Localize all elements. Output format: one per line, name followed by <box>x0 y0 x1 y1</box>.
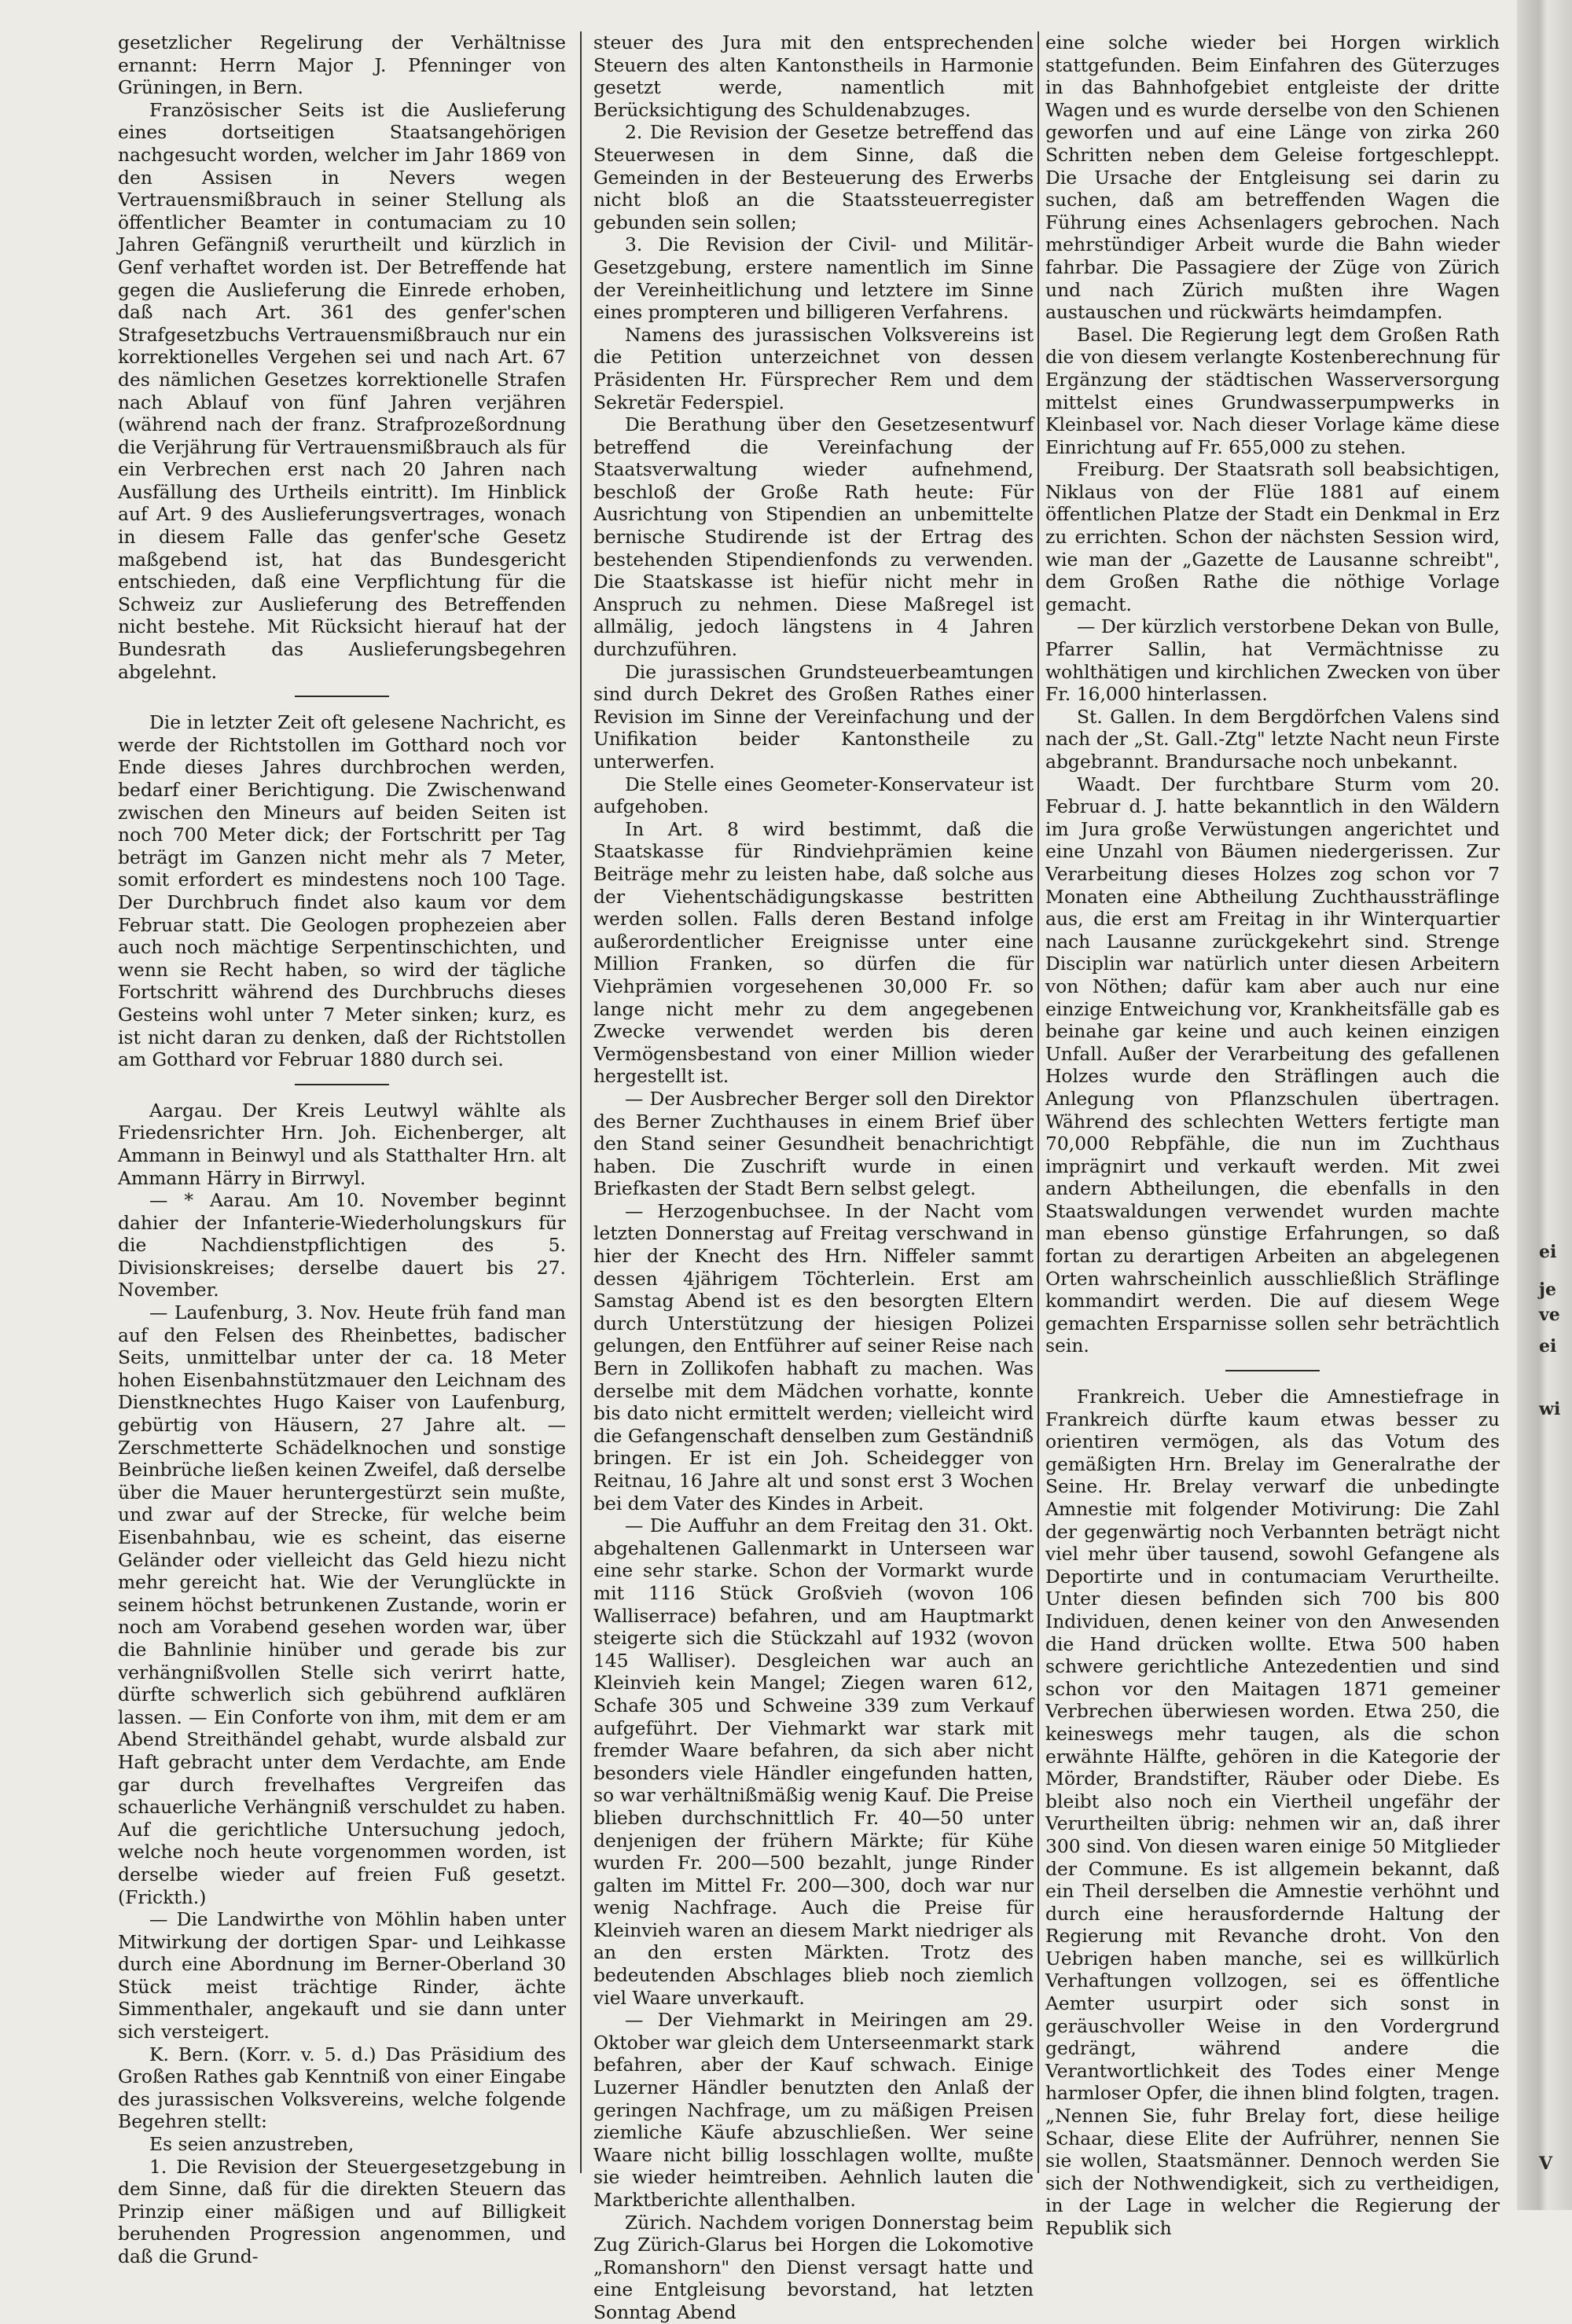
edge-fragment: ei <box>1539 1336 1557 1357</box>
article-paragraph: — Laufenburg, 3. Nov. Heute früh fand man auf den Felsen des Rheinbettes, badischer Seits, unmittelbar unter der ca. 18 Meter hohen Eisenbahnstützmauer den Leichnam des Dienstknechtes Hugo Kaiser von Laufenburg, gebürtig von Häusern, 27 Jahre alt. — Zerschmetterte Schädelknochen und sonstige Beinbrüche ließen keinen Zweifel, daß derselbe über die Mauer heruntergestürzt sein mußte, und zwar auf der Strecke, für welche beim Eisenbahnbau, wie es scheint, das eiserne Geländer oder vielleicht das Geld hiezu nicht mehr gereicht hat. Wie der Verunglückte in seinem höchst betrunkenen Zustande, worin er noch am Vorabend gesehen worden war, über die Bahnlinie hinüber und gerade bis zur verhängnißvollen Stelle sich verirrt hatte, dürfte schwerlich sich gebührend aufklären lassen. — Ein Conforte von ihm, mit dem er am Abend Streithändel gehabt, wurde alsbald zur Haft gebracht unter dem Verdachte, am Ende gar durch frevelhaftes Vergreifen das schauerliche Verhängniß verschuldet zu haben. Auf die gerichtliche Untersuchung jedoch, welche noch heute vorgenommen worden, ist derselbe wieder auf freien Fuß gesetzt. (Frickth.) <box>118 1302 566 1908</box>
article-paragraph: Die in letzter Zeit oft gelesene Nachricht, es werde der Richtstollen im Gotthard noch vor Ende dieses Jahres durchbrochen werden, bedarf einer Berichtigung. Die Zwischenwand zwischen den Mineurs auf beiden Seiten ist noch 700 Meter dick; der Fortschritt per Tag beträgt im Ganzen nicht mehr als 7 Meter, somit erfordert es mindestens noch 100 Tage. Der Durchbruch findet also kaum vor dem Februar statt. Die Geologen prophezeien aber auch noch mächtige Serpentinschichten, und wenn sie Recht haben, so wird der tägliche Fortschritt während des Durchbruchs dieses Gesteins wohl unter 7 Meter sinken; kurz, es ist nicht daran zu denken, daß der Richtstollen am Gotthard vor Februar 1880 durch sei. <box>118 711 566 1071</box>
article-paragraph: 1. Die Revision der Steuergesetzgebung in dem Sinne, daß für die direkten Steuern das Prinzip einer mäßigen und auf Billigkeit beruhenden Progression angenommen, und daß die Grund- <box>118 2155 566 2267</box>
section-divider <box>295 1084 389 1085</box>
article-paragraph: — Die Landwirthe von Möhlin haben unter Mitwirkung der dortigen Spar- und Leihkasse durch eine Abordnung im Berner-Oberland 30 Stück meist trächtige Rinder, ächte Simmenthaler, angekauft und sie dann unter sich versteigert. <box>118 1908 566 2043</box>
article-paragraph: Namens des jurassischen Volksvereins ist die Petition unterzeichnet von dessen Präsidenten Hr. Fürsprecher Rem und dem Sekretär Federspiel. <box>593 323 1034 413</box>
edge-fragment: ve <box>1539 1305 1560 1325</box>
column-rule <box>1038 31 1039 2173</box>
article-paragraph: Französischer Seits ist die Auslieferung eines dortseitigen Staatsangehörigen nachgesucht worden, welcher im Jahr 1869 von den Assisen in Nevers wegen Vertrauensmißbrauch in seiner Stellung als öffentlicher Beamter in contumaciam zu 10 Jahren Gefängniß verurtheilt und kürzlich in Genf verhaftet worden ist. Der Betreffende hat gegen die Auslieferung die Einrede erhoben, daß nach Art. 361 des genfer'schen Strafgesetzbuchs Vertrauensmißbrauch nur ein korrektionelles Vergehen sei und nach Art. 67 des nämlichen Gesetzes korrektionelle Strafen nach Ablauf von fünf Jahren verjähren (während nach der franz. Strafprozeßordnung die Verjährung für Vertrauensmißbrauch als für ein Verbrechen erst nach 20 Jahren nach Ausfällung des Urtheils eintritt). Im Hinblick auf Art. 9 des Auslieferungsvertrages, wonach in diesem Falle das genfer'sche Gesetz maßgebend ist, hat das Bundesgericht entschieden, daß eine Verpflichtung für die Schweiz zur Auslieferung des Betreffenden nicht bestehe. Mit Rücksicht hierauf hat der Bundesrath das Auslieferungsbegehren abgelehnt. <box>118 98 566 683</box>
section-divider <box>1225 1370 1320 1371</box>
section-divider <box>295 696 389 697</box>
column-rule <box>580 31 582 2173</box>
article-paragraph: St. Gallen. In dem Bergdörfchen Valens sind nach der „St. Gall.-Ztg" letzte Nacht neun Firste abgebrannt. Brandursache noch unbekannt. <box>1045 705 1500 773</box>
adjacent-page-edge <box>1517 0 1572 2210</box>
article-paragraph: — Die Auffuhr an dem Freitag den 31. Okt. abgehaltenen Gallenmarkt in Unterseen war eine sehr starke. Schon der Vormarkt wurde mit 1116 Stück Großvieh (wovon 106 Walliserrace) befahren, und am Hauptmarkt steigerte sich die Stückzahl auf 1932 (wovon 145 Walliser). Desgleichen war auch an Kleinvieh kein Mangel; Ziegen waren 612, Schafe 305 und Schweine 339 zum Verkauf aufgeführt. Der Viehmarkt war stark mit fremder Waare befahren, da sich aber nicht besonders viele Händler eingefunden hatten, so war verhältnißmäßig wenig Kauf. Die Preise blieben durchschnittlich Fr. 40—50 unter denjenigen der frühern Märkte; für Kühe wurden Fr. 200—500 bezahlt, junge Rinder galten im Mittel Fr. 200—300, doch war nur wenig Nachfrage. Auch die Preise für Kleinvieh waren an diesem Markt niedriger als an den ersten Märkten. Trotz des bedeutenden Abschlages blieb noch ziemlich viel Waare unverkauft. <box>593 1514 1034 2009</box>
article-paragraph: 2. Die Revision der Gesetze betreffend das Steuerwesen in dem Sinne, daß die Gemeinden in der Besteuerung des Erwerbs nicht bloß an die Staatssteuerregister gebunden sein sollen; <box>593 121 1034 233</box>
article-paragraph: Aargau. Der Kreis Leutwyl wählte als Friedensrichter Hrn. Joh. Eichenberger, alt Ammann in Beinwyl und als Statthalter Hrn. alt Ammann Härry in Birrwyl. <box>118 1099 566 1189</box>
article-paragraph: Basel. Die Regierung legt dem Großen Rath die von diesem verlangte Kostenberechnung für Ergänzung der städtischen Wasserversorgung mittelst eines Grundwasserpumpwerks in Kleinbasel vor. Nach dieser Vorlage käme diese Einrichtung auf Fr. 655,000 zu stehen. <box>1045 323 1500 458</box>
article-paragraph: Es seien anzustreben, <box>149 2133 354 2156</box>
article-paragraph: — Der kürzlich verstorbene Dekan von Bulle, Pfarrer Sallin, hat Vermächtnisse zu wohlthätigen und kirchlichen Zwecken von über Fr. 16,000 hinterlassen. <box>1045 615 1500 706</box>
article-paragraph: gesetzlicher Regelirung der Verhältnisse ernannt: Herrn Major J. Pfenninger von Grüningen, in Bern. <box>118 31 566 99</box>
article-paragraph: Die Stelle eines Geometer-Konservateur ist aufgehoben. <box>593 773 1034 818</box>
article-paragraph: Die jurassischen Grundsteuerbeamtungen sind durch Dekret des Großen Rathes einer Revision im Sinne der Vereinfachung und der Unifikation beider Kantonstheile zu unterwerfen. <box>593 660 1034 773</box>
article-paragraph: 3. Die Revision der Civil- und Militär-Gesetzgebung, erstere namentlich im Sinne der Vereinheitlichung und letztere im Sinne eines prompteren und billigeren Verfahrens. <box>593 233 1034 324</box>
article-paragraph: Frankreich. Ueber die Amnestiefrage in Frankreich dürfte kaum etwas besser zu orientiren vermögen, als das Votum des gemäßigten Hrn. Brelay im Generalrathe der Seine. Hr. Brelay verwarf die unbedingte Amnestie mit folgender Motivirung: Die Zahl der gegenwärtig noch Verbannten beträgt nicht viel mehr über tausend, sowohl Gefangene als Deportirte und in contumaciam Verurtheilte. Unter diesen befinden sich 700 bis 800 Individuen, denen keiner von den Anwesenden die Hand drücken wollte. Etwa 500 haben schwere gerichtliche Antezedentien und sind schon vor den Maitagen 1871 gemeiner Verbrechen überwiesen worden. Etwa 250, die keineswegs mehr taugen, als die schon erwähnte Hälfte, gehören in die Kategorie der Mörder, Brandstifter, Räuber oder Diebe. Es bleibt also noch ein Viertheil ungefähr der Verurtheilten übrig: nehmen wir an, daß ihrer 300 sind. Von diesen waren einige 50 Mitglieder der Commune. Es ist allgemein bekannt, daß ein Theil derselben die Amnestie verhöhnt und durch eine herausfordernde Haltung der Regierung mit Revanche droht. Von den Uebrigen haben manche, sei es willkürlich Verhaftungen vollzogen, sei es öffentliche Aemter usurpirt oder sich sonst in geräuschvoller Weise in den Vordergrund gedrängt, während andere die Verantwortlichkeit des Todes einer Menge harmloser Opfer, die ihnen blind folgten, tragen. „Nennen Sie, fuhr Brelay fort, diese heilige Schaar, diese Elite der Aufrührer, nennen Sie sie wollen, Staatsmänner. Dennoch werden Sie sich der Nothwendigkeit, sich zu vertheidigen, in der Lage in welcher die Regierung der Republik sich <box>1045 1386 1500 2239</box>
article-paragraph: — * Aarau. Am 10. November beginnt dahier der Infanterie-Wiederholungskurs für die Nachdienstpflichtigen des 5. Divisionskreises; derselbe dauert bis 27. November. <box>118 1189 566 1302</box>
edge-fragment: V <box>1539 2153 1553 2174</box>
edge-fragment: je <box>1539 1279 1556 1300</box>
article-paragraph: Zürich. Nachdem vorigen Donnerstag beim Zug Zürich-Glarus bei Horgen die Lokomotive „Romanshorn" den Dienst versagt hatte und eine Entgleisung bevorstand, hat letzten Sonntag Abend <box>593 2211 1034 2323</box>
newspaper-column-3 <box>1045 31 1500 2239</box>
newspaper-column-2 <box>593 31 1034 2323</box>
article-paragraph: In Art. 8 wird bestimmt, daß die Staatskasse für Rindviehprämien keine Beiträge mehr zu leisten habe, daß solche aus der Viehentschädigungskasse bestritten werden sollen. Falls deren Bestand infolge außerordentlicher Ereignisse unter eine Million Franken, so dürfen die für Viehprämien vorgesehenen 30,000 Fr. so lange nicht mehr zu dem angegebenen Zwecke verwendet werden bis deren Vermögensbestand von einer Million wieder hergestellt ist. <box>593 817 1034 1088</box>
article-paragraph: — Der Viehmarkt in Meiringen am 29. Oktober war gleich dem Unterseenmarkt stark befahren, aber der Kauf schwach. Einige Luzerner Händler benutzten den Anlaß der geringen Nachfrage, um zu mäßigen Preisen ziemliche Käufe abzuschließen. Wer seine Waare nicht billig losschlagen wollte, mußte sie wieder heimtreiben. Aehnlich lauten die Marktberichte allenthalben. <box>593 2009 1034 2211</box>
article-paragraph: Waadt. Der furchtbare Sturm vom 20. Februar d. J. hatte bekanntlich in den Wäldern im Jura große Verwüstungen angerichtet und eine Unzahl von Bäumen niedergerissen. Zur Verarbeitung dieses Holzes zog schon vor 7 Monaten eine Abtheilung Zuchthaussträflinge aus, die erst am Freitag in ihr Winterquartier nach Lausanne zurückgekehrt sind. Strenge Disciplin war natürlich unter diesen Arbeitern von Nöthen; dafür kam aber auch nur eine einzige Entweichung vor, Krankheitsfälle gab es beinahe gar keine und auch keinen einzigen Unfall. Außer der Verarbeitung des gefallenen Holzes wurde den Sträflingen auch die Anlegung von Pflanzschulen übertragen. Während des schlechten Wetters fertigte man 70,000 Rebpfähle, die nun im Zuchthaus imprägnirt und verkauft werden. Mit zwei andern Abtheilungen, die ebenfalls in den Staatswaldungen verwendet wurden machte man ebenso günstige Erfahrungen, so daß fortan zu derartigen Arbeiten an abgelegenen Orten wahrscheinlich ausschließlich Sträflinge kommandirt werden. Die auf diesem Wege gemachten Ersparnisse sollen sehr beträchtlich sein. <box>1045 773 1500 1357</box>
article-paragraph: K. Bern. (Korr. v. 5. d.) Das Präsidium des Großen Rathes gab Kenntniß von einer Eingabe des jurassischen Volksvereins, welche folgende Begehren stellt: <box>118 2043 566 2133</box>
article-paragraph: Freiburg. Der Staatsrath soll beabsichtigen, Niklaus von der Flüe 1881 auf einem öffentlichen Platze der Stadt ein Denkmal in Erz zu errichten. Schon der nächsten Session wird, wie man der „Gazette de Lausanne schreibt", dem Großen Rathe die nöthige Vorlage gemacht. <box>1045 458 1500 615</box>
edge-fragment: ei <box>1539 1242 1557 1262</box>
article-paragraph: eine solche wieder bei Horgen wirklich stattgefunden. Beim Einfahren des Güterzuges in das Bahnhofgebiet entgleiste der dritte Wagen und es wurde derselbe von den Schienen geworfen und auf eine Länge von zirka 260 Schritten neben dem Geleise fortgeschleppt. Die Ursache der Entgleisung sei darin zu suchen, daß am betreffenden Wagen die Führung eines Achsenlagers gebrochen. Nach mehrstündiger Arbeit wurde die Bahn wieder fahrbar. Die Passagiere der Züge von Zürich und nach Zürich mußten ihre Wagen austauschen und rückwärts heimdampfen. <box>1045 31 1500 324</box>
article-paragraph: steuer des Jura mit den entsprechenden Steuern des alten Kantonstheils in Harmonie gesetzt werde, namentlich mit Berücksichtigung des Schuldenabzuges. <box>593 31 1034 121</box>
edge-fragment: wi <box>1539 1399 1561 1419</box>
article-paragraph: — Herzogenbuchsee. In der Nacht vom letzten Donnerstag auf Freitag verschwand in hier der Knecht des Hrn. Niffeler sammt dessen 4jährigem Töchterlein. Erst am Samstag Abend ist es den besorgten Eltern durch Unterstützung der hiesigen Polizei gelungen, den Entführer auf seiner Reise nach Bern in Zollikofen habhaft zu machen. Was derselbe mit dem Mädchen vorhatte, konnte bis dato nicht ermittelt werden; vielleicht wird die Gefangenschaft denselben zum Geständniß bringen. Er ist ein Joh. Scheidegger von Reitnau, 16 Jahre alt und sonst erst 3 Wochen bei dem Vater des Kindes in Arbeit. <box>593 1199 1034 1514</box>
article-paragraph: — Der Ausbrecher Berger soll den Direktor des Berner Zuchthauses in einem Brief über den Stand seiner Gesundheit benachrichtigt haben. Die Zuschrift wurde in einen Briefkasten der Stadt Bern selbst gelegt. <box>593 1087 1034 1200</box>
newspaper-column-1 <box>118 31 566 2267</box>
article-paragraph: Die Berathung über den Gesetzesentwurf betreffend die Vereinfachung der Staatsverwaltung wieder aufnehmend, beschloß der Große Rath heute: Für Ausrichtung von Stipendien an unbemittelte bernische Studirende ist der Ertrag des bestehenden Stipendienfonds zu verwenden. Die Staatskasse ist hiefür nicht mehr in Anspruch zu nehmen. Diese Maßregel ist allmälig, jedoch längstens in 4 Jahren durchzuführen. <box>593 413 1034 661</box>
